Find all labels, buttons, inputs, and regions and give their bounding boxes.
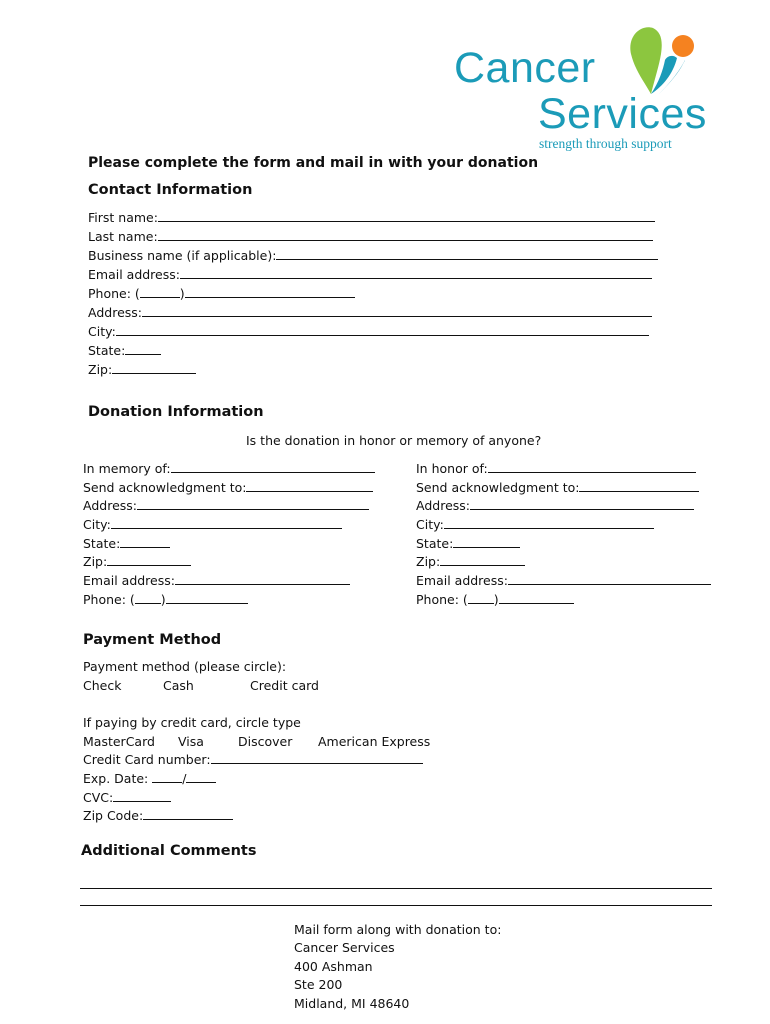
card-type-amex[interactable]: American Express — [318, 734, 431, 749]
payment-section-title: Payment Method — [83, 632, 222, 648]
payment-method-prompt: Payment method (please circle): — [83, 659, 287, 674]
last-name-field[interactable] — [88, 228, 653, 246]
honor-of-line[interactable] — [488, 460, 696, 473]
city-label: City: — [88, 324, 116, 339]
memory-address-field[interactable] — [83, 497, 369, 515]
email-field[interactable] — [88, 266, 652, 284]
memory-state-label: State: — [83, 536, 121, 551]
exp-year-line[interactable] — [186, 770, 216, 783]
honor-state-field[interactable] — [416, 535, 520, 553]
business-name-field[interactable] — [88, 247, 658, 265]
address-line[interactable] — [142, 304, 652, 317]
last-name-label: Last name: — [88, 229, 158, 244]
comments-line-2[interactable] — [80, 905, 712, 906]
card-number-label: Credit Card number: — [83, 752, 211, 767]
memory-of-line[interactable] — [171, 460, 375, 473]
card-type-discover[interactable]: Discover — [238, 734, 293, 749]
business-name-line[interactable] — [276, 247, 658, 260]
exp-date-separator: / — [182, 771, 187, 786]
honor-of-field[interactable] — [416, 460, 696, 478]
honor-ack-label: Send acknowledgment to: — [416, 480, 580, 495]
first-name-line[interactable] — [158, 209, 655, 222]
memory-state-line[interactable] — [120, 535, 170, 548]
memory-email-line[interactable] — [175, 572, 350, 585]
email-label: Email address: — [88, 267, 180, 282]
honor-phone-area-line[interactable] — [468, 591, 494, 604]
memory-address-label: Address: — [83, 498, 137, 513]
honor-email-label: Email address: — [416, 573, 508, 588]
honor-email-field[interactable] — [416, 572, 711, 590]
memory-email-label: Email address: — [83, 573, 175, 588]
payment-option-check[interactable]: Check — [83, 678, 122, 693]
memory-zip-line[interactable] — [107, 553, 191, 566]
zip-code-field[interactable] — [83, 807, 233, 825]
phone-field[interactable] — [88, 285, 355, 303]
city-field[interactable] — [88, 323, 649, 341]
mail-city-state-zip: Midland, MI 48640 — [294, 996, 410, 1011]
business-name-label: Business name (if applicable): — [88, 248, 277, 263]
state-field[interactable] — [88, 342, 161, 360]
zip-code-line[interactable] — [143, 807, 233, 820]
logo-word-cancer: Cancer — [454, 44, 596, 92]
honor-of-label: In honor of: — [416, 461, 488, 476]
mail-instruction: Mail form along with donation to: — [294, 922, 502, 937]
memory-zip-field[interactable] — [83, 553, 191, 571]
comments-section-title: Additional Comments — [81, 843, 257, 859]
honor-phone-number-line[interactable] — [499, 591, 574, 604]
honor-phone-close-paren: ) — [493, 592, 499, 607]
memory-city-field[interactable] — [83, 516, 342, 534]
cvc-label: CVC: — [83, 790, 114, 805]
memory-phone-field[interactable] — [83, 591, 248, 609]
honor-zip-field[interactable] — [416, 553, 525, 571]
payment-option-credit-card[interactable]: Credit card — [250, 678, 319, 693]
payment-option-cash[interactable]: Cash — [163, 678, 194, 693]
memory-city-line[interactable] — [111, 516, 342, 529]
memory-phone-area-line[interactable] — [135, 591, 161, 604]
honor-address-field[interactable] — [416, 497, 694, 515]
first-name-label: First name: — [88, 210, 158, 225]
city-line[interactable] — [116, 323, 649, 336]
phone-number-line[interactable] — [185, 285, 355, 298]
honor-zip-label: Zip: — [416, 554, 441, 569]
memory-phone-close-paren: ) — [160, 592, 166, 607]
heart-figure-icon — [615, 22, 705, 102]
honor-address-line[interactable] — [470, 497, 694, 510]
card-number-line[interactable] — [211, 751, 423, 764]
honor-city-label: City: — [416, 517, 444, 532]
memory-email-field[interactable] — [83, 572, 350, 590]
phone-label: Phone: ( — [88, 286, 140, 301]
honor-ack-line[interactable] — [579, 479, 699, 492]
cvc-field[interactable] — [83, 789, 171, 807]
honor-memory-question: Is the donation in honor or memory of anyone? — [246, 433, 542, 448]
zip-code-label: Zip Code: — [83, 808, 144, 823]
logo-word-services: Services — [538, 90, 707, 138]
address-label: Address: — [88, 305, 142, 320]
exp-date-label: Exp. Date: — [83, 771, 149, 786]
mail-suite: Ste 200 — [294, 977, 343, 992]
exp-month-line[interactable] — [152, 770, 182, 783]
memory-ack-label: Send acknowledgment to: — [83, 480, 247, 495]
memory-phone-label: Phone: ( — [83, 592, 135, 607]
state-line[interactable] — [125, 342, 161, 355]
zip-line[interactable] — [112, 361, 196, 374]
address-field[interactable] — [88, 304, 652, 322]
donation-section-title: Donation Information — [88, 404, 264, 420]
state-label: State: — [88, 343, 126, 358]
card-type-prompt: If paying by credit card, circle type — [83, 715, 301, 730]
honor-phone-label: Phone: ( — [416, 592, 468, 607]
honor-city-line[interactable] — [444, 516, 654, 529]
memory-address-line[interactable] — [137, 497, 369, 510]
cvc-line[interactable] — [113, 789, 171, 802]
honor-email-line[interactable] — [508, 572, 711, 585]
honor-state-line[interactable] — [453, 535, 520, 548]
instruction-heading: Please complete the form and mail in with your donation — [88, 155, 539, 171]
honor-ack-field[interactable] — [416, 479, 699, 497]
zip-field[interactable] — [88, 361, 196, 379]
memory-ack-field[interactable] — [83, 479, 373, 497]
memory-city-label: City: — [83, 517, 111, 532]
memory-of-field[interactable] — [83, 460, 375, 478]
honor-city-field[interactable] — [416, 516, 654, 534]
memory-of-label: In memory of: — [83, 461, 171, 476]
first-name-field[interactable] — [88, 209, 655, 227]
phone-close-paren: ) — [179, 286, 185, 301]
last-name-line[interactable] — [158, 228, 653, 241]
card-type-mastercard[interactable]: MasterCard — [83, 734, 155, 749]
contact-section-title: Contact Information — [88, 182, 253, 198]
exp-date-field[interactable] — [83, 770, 216, 788]
zip-label: Zip: — [88, 362, 113, 377]
honor-zip-line[interactable] — [440, 553, 525, 566]
memory-phone-number-line[interactable] — [166, 591, 248, 604]
honor-state-label: State: — [416, 536, 454, 551]
mail-org-name: Cancer Services — [294, 940, 395, 955]
email-line[interactable] — [180, 266, 652, 279]
card-number-field[interactable] — [83, 751, 423, 769]
phone-area-code-line[interactable] — [140, 285, 180, 298]
mail-street: 400 Ashman — [294, 959, 373, 974]
memory-ack-line[interactable] — [246, 479, 373, 492]
honor-phone-field[interactable] — [416, 591, 574, 609]
card-type-visa[interactable]: Visa — [178, 734, 204, 749]
memory-zip-label: Zip: — [83, 554, 108, 569]
comments-line-1[interactable] — [80, 888, 712, 889]
memory-state-field[interactable] — [83, 535, 170, 553]
logo-tagline: strength through support — [539, 136, 672, 151]
honor-address-label: Address: — [416, 498, 470, 513]
